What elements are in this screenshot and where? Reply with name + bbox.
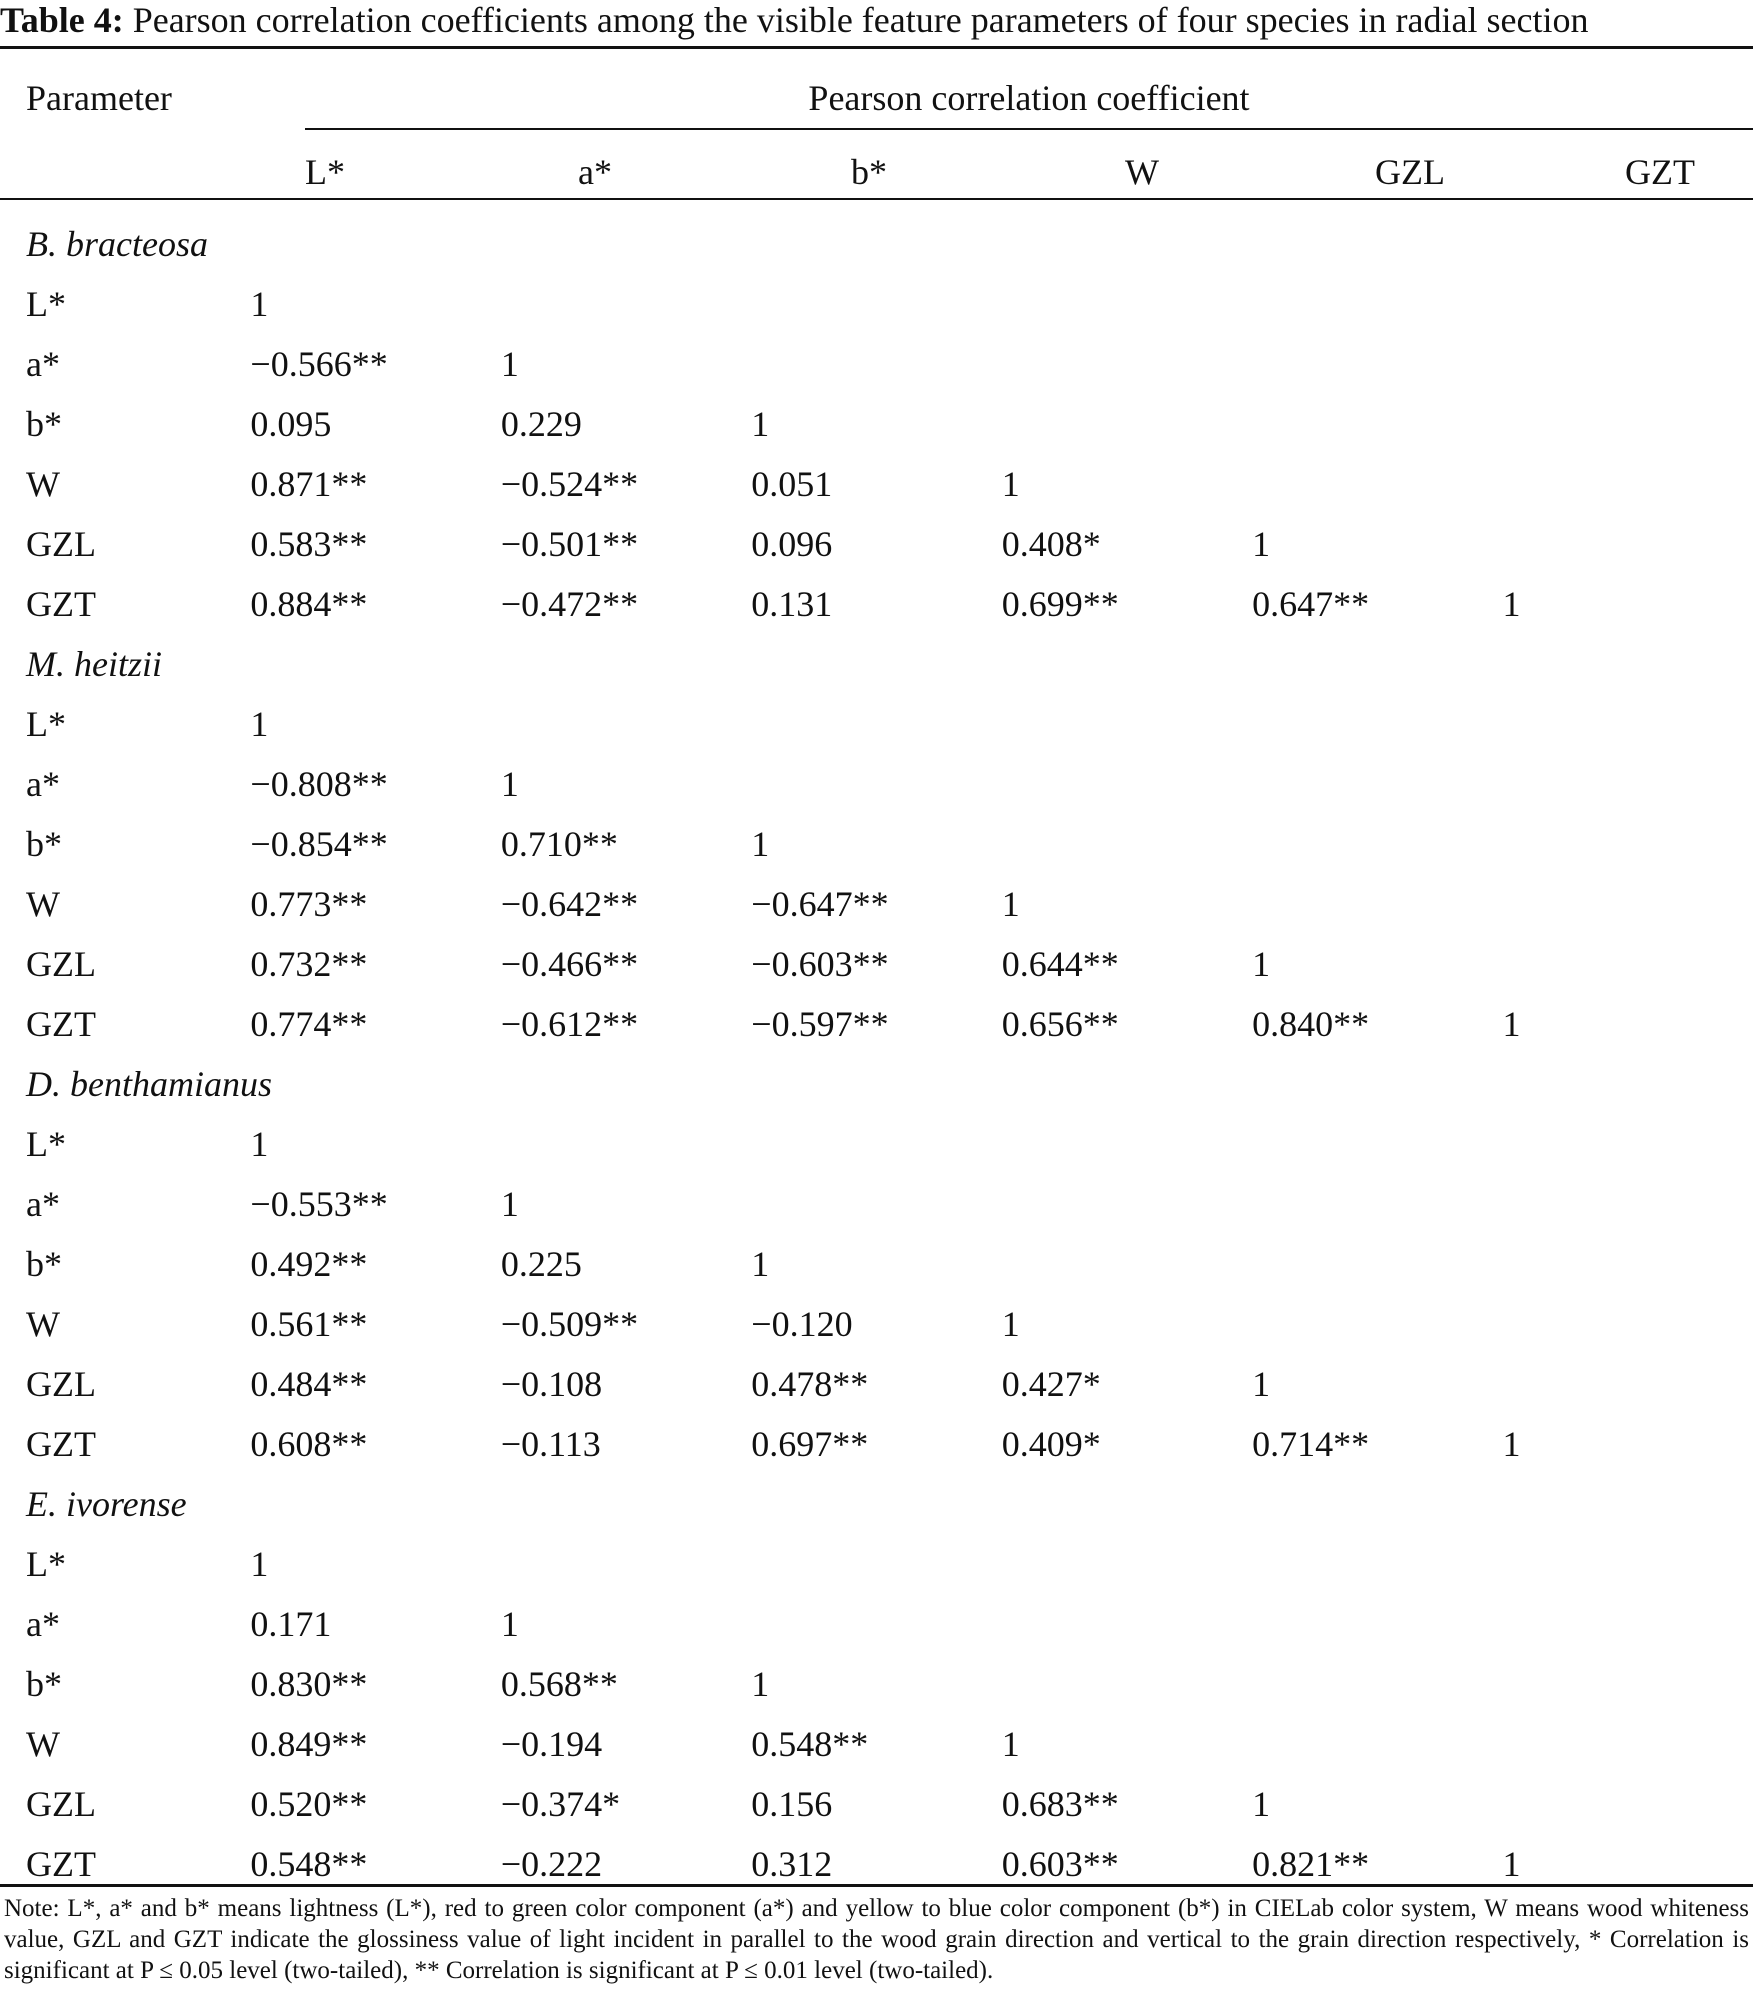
cell-a: 1: [500, 1184, 519, 1224]
cell-w: [1002, 814, 1252, 874]
row-parameter: a*: [26, 1604, 60, 1644]
species-name: B. bracteosa: [26, 224, 208, 264]
cell-w: [1002, 394, 1252, 454]
cell-l: 0.871**: [250, 464, 368, 504]
cell-a: [501, 694, 751, 754]
cell-w: [1002, 694, 1252, 754]
cell-gzl: [1252, 274, 1502, 334]
row-parameter: GZT: [26, 1424, 96, 1464]
table-row: [0, 1354, 1753, 1414]
cell-a: 1: [500, 764, 519, 804]
cell-gzt: [1503, 934, 1753, 994]
cell-gzl: [1252, 754, 1502, 814]
cell-gzt: [1503, 454, 1753, 514]
cell-b: −0.603**: [751, 944, 889, 984]
cell-l: 0.095: [250, 404, 332, 444]
row-parameter: L*: [26, 1124, 66, 1164]
cell-gzt: [1503, 694, 1753, 754]
cell-gzt: [1503, 874, 1753, 934]
table-row: [0, 1774, 1753, 1834]
cell-gzl: [1252, 874, 1502, 934]
table-row: [0, 454, 1753, 514]
cell-l: 0.849**: [250, 1724, 368, 1764]
cell-gzl: 1: [1252, 944, 1271, 984]
cell-gzt: [1503, 1534, 1753, 1594]
cell-gzl: 0.714**: [1252, 1424, 1370, 1464]
cell-l: 1: [250, 1124, 269, 1164]
cell-w: [1002, 1114, 1252, 1174]
cell-gzt: 1: [1502, 1004, 1521, 1044]
cell-a: −0.108: [500, 1364, 603, 1404]
row-parameter: GZL: [26, 1784, 96, 1824]
cell-w: 1: [1001, 884, 1020, 924]
cell-a: [501, 274, 751, 334]
column-header-GZL: GZL: [1375, 152, 1445, 192]
cell-gzt: [1503, 1234, 1753, 1294]
cell-w: [1002, 274, 1252, 334]
species-row: [0, 1474, 1753, 1534]
cell-l: 0.520**: [250, 1784, 368, 1824]
cell-b: [751, 1114, 1001, 1174]
cell-gzt: 1: [1502, 1424, 1521, 1464]
cell-b: 0.548**: [751, 1724, 869, 1764]
cell-w: [1002, 1174, 1252, 1234]
cell-b: 0.312: [751, 1844, 833, 1884]
cell-l: 1: [250, 1544, 269, 1584]
cell-gzt: [1503, 1654, 1753, 1714]
cell-a: −0.612**: [500, 1004, 639, 1044]
cell-w: 1: [1001, 1304, 1020, 1344]
table-row: [0, 1114, 1753, 1174]
cell-w: 0.409*: [1001, 1424, 1101, 1464]
row-parameter: W: [26, 464, 60, 504]
cell-w: 0.699**: [1001, 584, 1119, 624]
cell-gzt: [1503, 1114, 1753, 1174]
cell-l: −0.566**: [250, 344, 388, 384]
table-body: [0, 214, 1753, 1894]
header-span-title: Pearson correlation coefficient: [808, 78, 1250, 118]
row-parameter: GZL: [26, 524, 96, 564]
row-parameter: b*: [26, 1664, 62, 1704]
row-parameter: W: [26, 1724, 60, 1764]
cell-b: [751, 1594, 1001, 1654]
cell-l: 0.773**: [250, 884, 368, 924]
species-name: M. heitzii: [26, 644, 162, 684]
cell-a: −0.524**: [500, 464, 639, 504]
cell-b: 0.478**: [751, 1364, 869, 1404]
cell-a: [501, 1114, 751, 1174]
cell-b: 0.051: [751, 464, 833, 504]
cell-a: 0.225: [500, 1244, 582, 1284]
table-row: [0, 274, 1753, 334]
table-row: [0, 1594, 1753, 1654]
cell-w: [1002, 754, 1252, 814]
cell-l: 0.732**: [250, 944, 368, 984]
row-parameter: GZT: [26, 584, 96, 624]
cell-gzt: 1: [1502, 584, 1521, 624]
cell-gzl: 1: [1252, 524, 1271, 564]
cell-gzt: [1503, 514, 1753, 574]
table-row: [0, 334, 1753, 394]
cell-w: 0.656**: [1001, 1004, 1119, 1044]
cell-gzl: [1252, 1654, 1502, 1714]
row-parameter: a*: [26, 1184, 60, 1224]
cell-w: 0.644**: [1001, 944, 1119, 984]
cell-a: 1: [500, 1604, 519, 1644]
cell-a: −0.509**: [500, 1304, 639, 1344]
cell-gzl: [1252, 1114, 1502, 1174]
cell-w: 1: [1001, 1724, 1020, 1764]
correlation-table: [0, 214, 1753, 1894]
cell-gzl: [1252, 1534, 1502, 1594]
table-row: [0, 1294, 1753, 1354]
cell-b: −0.120: [751, 1304, 853, 1344]
cell-a: −0.472**: [500, 584, 639, 624]
cell-gzt: [1503, 1774, 1753, 1834]
cell-l: 0.774**: [250, 1004, 368, 1044]
cell-b: [751, 334, 1001, 394]
cell-gzt: 1: [1502, 1844, 1521, 1884]
cell-gzl: [1252, 1714, 1502, 1774]
cell-b: 1: [751, 1664, 770, 1704]
cell-gzl: 0.821**: [1252, 1844, 1370, 1884]
row-parameter: L*: [26, 1544, 66, 1584]
cell-b: 0.131: [751, 584, 833, 624]
cell-gzt: [1503, 334, 1753, 394]
cell-gzt: [1503, 754, 1753, 814]
cell-gzl: 0.647**: [1252, 584, 1370, 624]
cell-b: 0.096: [751, 524, 833, 564]
cell-w: 1: [1001, 464, 1020, 504]
cell-b: −0.597**: [751, 1004, 889, 1044]
table-row: [0, 1654, 1753, 1714]
cell-l: 0.583**: [250, 524, 368, 564]
species-name: E. ivorense: [26, 1484, 187, 1524]
cell-b: [751, 694, 1001, 754]
species-row: [0, 634, 1753, 694]
cell-b: [751, 274, 1001, 334]
cell-gzl: [1252, 454, 1502, 514]
cell-gzl: [1252, 334, 1502, 394]
cell-b: 1: [751, 824, 770, 864]
cell-l: 0.171: [250, 1604, 332, 1644]
cell-b: 0.156: [751, 1784, 833, 1824]
cell-w: 0.427*: [1001, 1364, 1101, 1404]
table-row: [0, 994, 1753, 1054]
cell-a: [501, 1534, 751, 1594]
row-parameter: GZL: [26, 944, 96, 984]
cell-l: 1: [250, 284, 269, 324]
cell-gzl: [1252, 394, 1502, 454]
cell-w: 0.408*: [1001, 524, 1101, 564]
cell-b: 1: [751, 404, 770, 444]
cell-l: 0.608**: [250, 1424, 368, 1464]
cell-l: 0.492**: [250, 1244, 368, 1284]
row-parameter: GZT: [26, 1004, 96, 1044]
cell-gzl: 0.840**: [1252, 1004, 1370, 1044]
cell-w: 0.603**: [1001, 1844, 1119, 1884]
cell-l: 0.561**: [250, 1304, 368, 1344]
cell-a: −0.501**: [500, 524, 639, 564]
header-span-rule: [305, 128, 1753, 130]
cell-gzl: [1252, 1174, 1502, 1234]
table-row: [0, 1714, 1753, 1774]
cell-a: −0.374*: [500, 1784, 621, 1824]
row-parameter: W: [26, 884, 60, 924]
cell-l: 0.884**: [250, 584, 368, 624]
cell-a: 0.568**: [500, 1664, 618, 1704]
column-header-b: b*: [851, 152, 887, 192]
cell-w: 0.683**: [1001, 1784, 1119, 1824]
table-row: [0, 1234, 1753, 1294]
cell-w: [1002, 1234, 1252, 1294]
cell-l: −0.808**: [250, 764, 388, 804]
cell-gzl: [1252, 814, 1502, 874]
table-row: [0, 754, 1753, 814]
row-parameter: a*: [26, 344, 60, 384]
header-parameter: Parameter: [26, 78, 172, 118]
cell-gzl: [1252, 1594, 1502, 1654]
cell-b: 0.697**: [751, 1424, 869, 1464]
row-parameter: L*: [26, 704, 66, 744]
cell-gzt: [1503, 814, 1753, 874]
table-row: [0, 1174, 1753, 1234]
table-row: [0, 694, 1753, 754]
cell-b: [751, 1534, 1001, 1594]
cell-gzl: [1252, 694, 1502, 754]
cell-gzt: [1503, 1354, 1753, 1414]
species-row: [0, 214, 1753, 274]
cell-gzt: [1503, 1174, 1753, 1234]
cell-l: 0.548**: [250, 1844, 368, 1884]
cell-gzt: [1503, 1594, 1753, 1654]
table-row: [0, 514, 1753, 574]
cell-gzt: [1503, 394, 1753, 454]
cell-b: [751, 754, 1001, 814]
cell-b: −0.647**: [751, 884, 889, 924]
cell-gzl: [1252, 1294, 1502, 1354]
row-parameter: b*: [26, 1244, 62, 1284]
caption-label: Table 4:: [0, 0, 124, 40]
cell-w: [1002, 334, 1252, 394]
row-parameter: b*: [26, 404, 62, 444]
table-row: [0, 394, 1753, 454]
cell-b: [751, 1174, 1001, 1234]
species-name: D. benthamianus: [26, 1064, 272, 1104]
cell-b: 1: [751, 1244, 770, 1284]
row-parameter: W: [26, 1304, 60, 1344]
cell-l: 0.484**: [250, 1364, 368, 1404]
top-rule: [0, 46, 1753, 49]
table-row: [0, 574, 1753, 634]
cell-a: −0.466**: [500, 944, 639, 984]
cell-w: [1002, 1594, 1252, 1654]
table-caption: [0, 0, 1753, 40]
table-row: [0, 1534, 1753, 1594]
row-parameter: GZT: [26, 1844, 96, 1884]
cell-a: −0.113: [500, 1424, 601, 1464]
cell-w: [1002, 1534, 1252, 1594]
cell-gzl: 1: [1252, 1784, 1271, 1824]
cell-gzl: 1: [1252, 1364, 1271, 1404]
bottom-rule: [0, 1884, 1753, 1887]
column-header-GZT: GZT: [1625, 152, 1695, 192]
column-header-W: W: [1125, 152, 1159, 192]
cell-a: 1: [500, 344, 519, 384]
cell-gzl: [1252, 1234, 1502, 1294]
cell-gzt: [1503, 274, 1753, 334]
table-note: Note: L*, a* and b* means lightness (L*), red to green color component (a*) and yellow to blue color component (b*) in CIELab color system, W means wood whiteness value, GZL and GZT indicate the glossiness value of light incident in parallel to the wood grain direction and vertical to the grain direction respectively, * Correlation is significant at P ≤ 0.05 level (two-tailed), ** Correlation is significant at P ≤ 0.01 level (two-tailed).: [4, 1895, 1749, 1984]
cell-gzt: [1503, 1714, 1753, 1774]
row-parameter: a*: [26, 764, 60, 804]
cell-l: −0.854**: [250, 824, 388, 864]
cell-a: −0.222: [500, 1844, 603, 1884]
cell-a: −0.642**: [500, 884, 639, 924]
table-row: [0, 934, 1753, 994]
header-bottom-rule: [0, 198, 1753, 200]
cell-w: [1002, 1654, 1252, 1714]
column-header-a: a*: [578, 152, 612, 192]
species-row: [0, 1054, 1753, 1114]
cell-l: 1: [250, 704, 269, 744]
table-row: [0, 814, 1753, 874]
row-parameter: GZL: [26, 1364, 96, 1404]
cell-l: 0.830**: [250, 1664, 368, 1704]
table-row: [0, 1414, 1753, 1474]
cell-gzt: [1503, 1294, 1753, 1354]
table-row: [0, 874, 1753, 934]
cell-a: 0.229: [500, 404, 582, 444]
cell-l: −0.553**: [250, 1184, 388, 1224]
row-parameter: b*: [26, 824, 62, 864]
cell-a: −0.194: [500, 1724, 603, 1764]
row-parameter: L*: [26, 284, 66, 324]
column-header-L: L*: [305, 152, 345, 192]
caption-text: Pearson correlation coefficients among the visible feature parameters of four species in radial section: [132, 0, 1589, 40]
cell-a: 0.710**: [500, 824, 618, 864]
